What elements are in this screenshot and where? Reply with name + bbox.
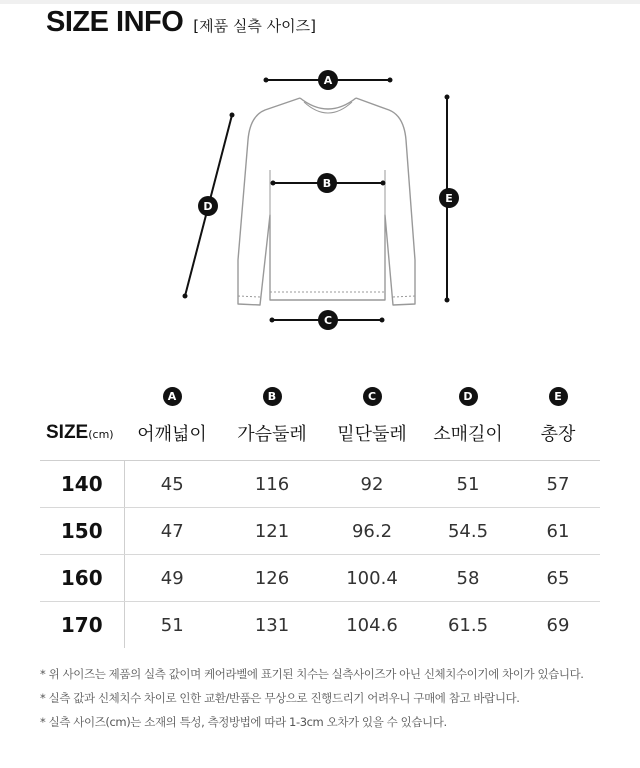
table-cell: 51 <box>420 461 516 508</box>
table-cell: 104.6 <box>346 614 398 636</box>
column-header-chest: 가슴둘레 <box>220 406 324 461</box>
table-cell: 45 <box>124 461 220 508</box>
page-subtitle: [제품 실측 사이즈] <box>193 17 316 35</box>
table-row <box>40 602 600 649</box>
table-cell: 54.5 <box>420 508 516 555</box>
table-cell: 47 <box>124 508 220 555</box>
marker-c: C <box>323 314 333 327</box>
column-header-shoulder: 어깨넓이 <box>124 406 220 461</box>
size-cell: 170 <box>40 602 124 649</box>
column-header-sleeve: 소매길이 <box>420 406 516 461</box>
marker-e: E <box>445 192 453 205</box>
column-header-length: 총장 <box>516 406 600 461</box>
table-cell: 51 <box>160 614 184 636</box>
column-badge-cell <box>420 376 516 406</box>
table-cell: 65 <box>516 555 600 602</box>
notes <box>40 662 630 734</box>
table-cell: 116 <box>220 461 324 508</box>
measure-e-line <box>439 95 459 303</box>
size-header-label: SIZE <box>46 422 89 443</box>
top-divider <box>0 0 640 4</box>
marker-d: D <box>203 200 213 213</box>
size-header-unit: (cm) <box>88 428 114 441</box>
badge-row <box>40 376 600 406</box>
note-item: * 실측 사이즈(cm)는 소재의 특성, 측정방법에 따라 1-3cm 오차가 있을 수 있습니다. <box>40 715 447 729</box>
column-badge-cell <box>324 376 420 406</box>
table-cell: 131 <box>254 614 290 636</box>
note-item: * 위 사이즈는 제품의 실측 값이며 케어라벨에 표기된 치수는 실측사이즈가 아닌 신체치수이기에 차이가 있습니다. <box>40 667 584 681</box>
column-badge-cell <box>124 376 220 406</box>
measure-c-line <box>270 310 385 330</box>
size-cell: 150 <box>40 508 124 555</box>
table-row <box>40 508 600 555</box>
table-row <box>40 461 600 508</box>
size-table <box>40 376 600 648</box>
table-cell: 58 <box>420 555 516 602</box>
measure-d-line <box>183 113 235 299</box>
table-cell: 61 <box>516 508 600 555</box>
size-column-header <box>40 406 124 461</box>
column-badge: B <box>263 387 282 406</box>
table-cell: 61.5 <box>447 614 489 636</box>
header-row <box>40 406 600 461</box>
size-cell: 140 <box>40 461 124 508</box>
table-cell: 69 <box>546 614 570 636</box>
marker-a: A <box>323 74 333 87</box>
column-header-hem: 밑단둘레 <box>324 406 420 461</box>
column-badge-cell <box>516 376 600 406</box>
table-cell: 49 <box>124 555 220 602</box>
table-cell: 96.2 <box>324 508 420 555</box>
garment-diagram <box>170 60 480 339</box>
table-row <box>40 555 600 602</box>
measure-a-line <box>264 70 393 90</box>
page-title: SIZE INFO <box>46 6 184 38</box>
column-badge: D <box>459 387 478 406</box>
sweatshirt-illustration <box>170 60 480 335</box>
note-item: * 실측 값과 신체치수 차이로 인한 교환/반품은 무상으로 진행드리기 어려우니 구매에 참고 바랍니다. <box>40 691 520 705</box>
sweatshirt-outline <box>238 98 415 305</box>
measure-b-line <box>271 173 386 193</box>
column-badge: A <box>163 387 182 406</box>
column-badge-cell <box>220 376 324 406</box>
badge-empty-cell <box>40 376 124 406</box>
table-cell: 121 <box>220 508 324 555</box>
table-cell: 100.4 <box>324 555 420 602</box>
table-cell: 126 <box>220 555 324 602</box>
column-badge: E <box>549 387 568 406</box>
table-cell: 92 <box>324 461 420 508</box>
header <box>46 6 316 39</box>
column-badge: C <box>363 387 382 406</box>
size-cell: 160 <box>40 555 124 602</box>
marker-b: B <box>322 177 332 190</box>
table-cell: 57 <box>516 461 600 508</box>
